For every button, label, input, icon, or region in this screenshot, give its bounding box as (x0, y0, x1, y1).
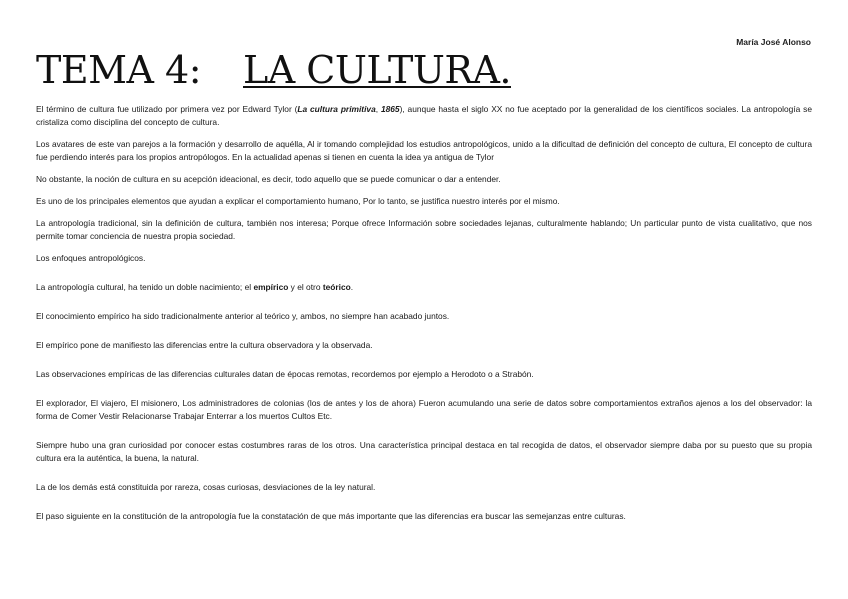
term-teorico: teórico (322, 282, 351, 292)
page-title (36, 47, 511, 93)
paragraph-4: Es uno de los principales elementos que ayudan a explicar el comportamiento humano, Por lo tanto, se justifica nuestro interés por el mismo. (36, 196, 560, 206)
section-heading: Los enfoques antropológicos. (36, 253, 146, 263)
document-body (36, 103, 812, 523)
title-main: LA CULTURA. (243, 48, 511, 92)
paragraph-11: El explorador, El viajero, El misionero, Los administradores de colonias (los de antes y los de ahora) Fueron acumulando una serie de datos sobre comportamientos extraños ajenos a los del observador: la forma de Comer Vestir Relacionarse Trabajar Enterrar a los muertos Cultos Etc. (36, 398, 812, 421)
book-title: La cultura primitiva (297, 104, 376, 114)
paragraph-7-text-c: y el otro (288, 282, 323, 292)
paragraph-1-text-e: ), aunque hasta el siglo XX no fue aceptado por la generalidad de los científicos sociales. La antropología se cristaliza como disciplina del concepto de cultura. (36, 104, 813, 127)
paragraph-7-text-a: La antropología cultural, ha tenido un doble nacimiento; el (36, 282, 254, 292)
paragraph-8: El conocimiento empírico ha sido tradicionalmente anterior al teórico y, ambos, no siempre han acabado juntos. (36, 311, 450, 321)
paragraph-12: Siempre hubo una gran curiosidad por conocer estas costumbres raras de los otros. Una característica principal destaca en tal recogida de datos, el observador siempre daba por su puesto que su propia cultura era la auténtica, la buena, la natural. (36, 440, 812, 463)
title-prefix: TEMA 4: (36, 48, 201, 92)
paragraph-2: Los avatares de este van parejos a la formación y desarrollo de aquélla, Al ir tomando complejidad los estudios antropológicos, unido a la dificultad de definición del concepto de cultura, El concepto de cultura fue perdiendo interés para los propios antropólogos. En la actualidad apenas si tienen en cuenta la idea ya antigua de Tylor (36, 139, 812, 162)
paragraph-9: El empírico pone de manifiesto las diferencias entre la cultura observadora y la observada. (36, 340, 373, 350)
paragraph-1-text-a: El término de cultura fue utilizado por primera vez por Edward Tylor ( (36, 104, 298, 114)
paragraph-1 (36, 103, 812, 129)
book-year: 1865 (380, 104, 400, 114)
author-name: María José Alonso (736, 37, 811, 47)
paragraph-10: Las observaciones empíricas de las diferencias culturales datan de épocas remotas, recordemos por ejemplo a Herodoto o a Strabón. (36, 369, 534, 379)
paragraph-14: El paso siguiente en la constitución de la antropología fue la constatación de que más importante que las diferencias era buscar las semejanzas entre culturas. (36, 511, 626, 521)
paragraph-7 (36, 281, 812, 294)
paragraph-1-text-c: , (375, 104, 381, 114)
term-empirico: empírico (253, 282, 289, 292)
paragraph-3: No obstante, la noción de cultura en su acepción ideacional, es decir, todo aquello que se puede comunicar o dar a entender. (36, 174, 501, 184)
paragraph-13: La de los demás está constituida por rareza, cosas curiosas, desviaciones de la ley natural. (36, 482, 376, 492)
paragraph-7-text-e: . (350, 282, 354, 292)
paragraph-5: La antropología tradicional, sin la definición de cultura, también nos interesa; Porque ofrece Información sobre sociedades lejanas, culturalmente hablando; Un particular punto de vista cualitativo, que nos permite tomar conciencia de nuestra propia sociedad. (36, 218, 812, 241)
